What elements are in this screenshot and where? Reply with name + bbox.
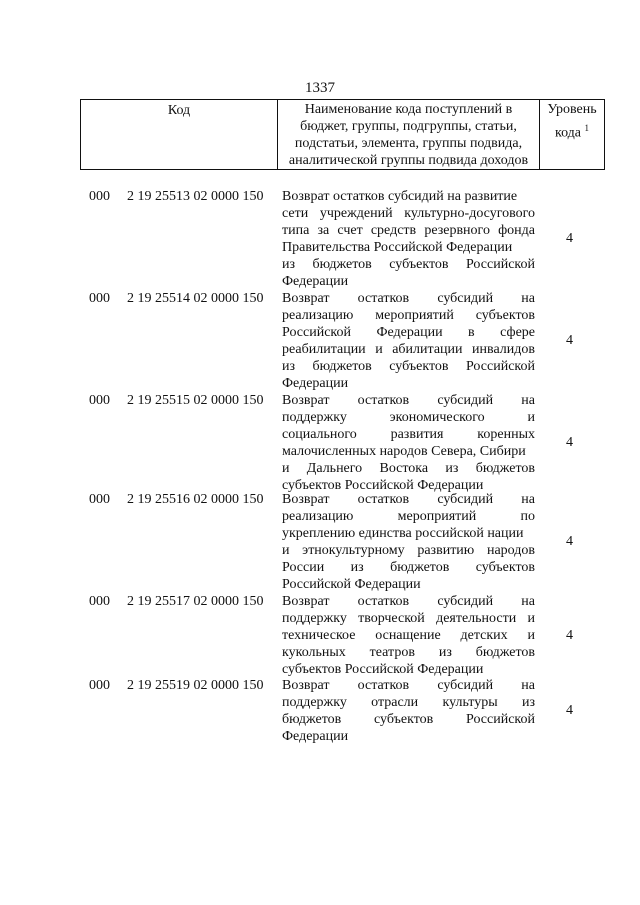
- row-name-line: техническое оснащение детских и: [282, 628, 535, 643]
- row-level: 4: [566, 231, 573, 246]
- row-name-line: из бюджетов субъектов Российской: [282, 257, 535, 272]
- row-name-line: Возврат остатков субсидий на: [282, 492, 535, 507]
- header-name-line: Наименование кода поступлений в: [304, 102, 513, 117]
- row-name-line: Федерации: [282, 376, 349, 391]
- row-name-line: Федерации: [282, 729, 349, 744]
- row-budget-code: 2 19 25517 02 0000 150: [127, 594, 264, 609]
- row-level: 4: [566, 435, 573, 450]
- row-level: 4: [566, 333, 573, 348]
- row-name-line: типа за счет средств резервного фонда: [282, 223, 535, 238]
- row-name-line: укреплению единства российской нации: [282, 526, 524, 541]
- row-name-line: Возврат остатков субсидий на: [282, 393, 535, 408]
- row-name-line: реализацию мероприятий субъектов: [282, 308, 535, 323]
- row-name: [282, 188, 535, 290]
- row-name-line: реализацию мероприятий по: [282, 509, 535, 524]
- row-level: 4: [566, 703, 573, 718]
- row-name: [282, 491, 535, 593]
- row-name-line: субъектов Российской Федерации: [282, 662, 484, 677]
- table-header: [80, 99, 605, 170]
- row-name-line: поддержку экономического и: [282, 410, 535, 425]
- header-level-footnote: 1: [584, 123, 590, 133]
- row-name-line: Возврат остатков субсидий на: [282, 291, 535, 306]
- header-name-line: аналитической группы подвида доходов: [288, 153, 529, 168]
- row-admin-code: 000: [89, 678, 110, 693]
- page-number: 1337: [305, 80, 335, 96]
- row-name-line: Правительства Российской Федерации: [282, 240, 513, 255]
- row-name-line: поддержку творческой деятельности и: [282, 611, 535, 626]
- row-name-line: бюджетов субъектов Российской: [282, 712, 535, 727]
- row-name-line: Возврат остатков субсидий на развитие: [282, 189, 518, 204]
- row-name-line: поддержку отрасли культуры из: [282, 695, 535, 710]
- row-name: [282, 677, 535, 745]
- row-name: [282, 392, 535, 494]
- row-name-line: социального развития коренных: [282, 427, 535, 442]
- row-admin-code: 000: [89, 189, 110, 204]
- header-name-line: бюджет, группы, подгруппы, статьи,: [300, 119, 517, 134]
- row-name-line: и Дальнего Востока из бюджетов: [282, 461, 535, 476]
- row-level: 4: [566, 534, 573, 549]
- row-level: 4: [566, 628, 573, 643]
- header-name-line: подстатьи, элемента, группы подвида,: [294, 136, 523, 151]
- row-name: [282, 290, 535, 392]
- row-name-line: Возврат остатков субсидий на: [282, 594, 535, 609]
- row-name-line: Федерации: [282, 274, 349, 289]
- row-name-line: Российской Федерации: [282, 577, 421, 592]
- row-name-line: Возврат остатков субсидий на: [282, 678, 535, 693]
- row-budget-code: 2 19 25513 02 0000 150: [127, 189, 264, 204]
- row-admin-code: 000: [89, 393, 110, 408]
- row-name-line: сети учреждений культурно-досугового: [282, 206, 535, 221]
- row-name-line: из бюджетов субъектов Российской: [282, 359, 535, 374]
- row-budget-code: 2 19 25519 02 0000 150: [127, 678, 264, 693]
- row-name-line: России из бюджетов субъектов: [282, 560, 535, 575]
- row-admin-code: 000: [89, 492, 110, 507]
- header-level: [539, 100, 604, 169]
- row-name-line: малочисленных народов Севера, Сибири: [282, 444, 526, 459]
- header-level-line: Уровень: [547, 102, 597, 117]
- row-name-line: субъектов Российской Федерации: [282, 478, 484, 493]
- header-level-word: кода: [554, 125, 582, 141]
- header-name: [277, 100, 539, 169]
- row-budget-code: 2 19 25516 02 0000 150: [127, 492, 264, 507]
- row-budget-code: 2 19 25514 02 0000 150: [127, 291, 264, 306]
- row-name: [282, 593, 535, 678]
- header-code: Код: [167, 103, 191, 118]
- row-name-line: и этнокультурному развитию народов: [282, 543, 535, 558]
- row-name-line: реабилитации и абилитации инвалидов: [282, 342, 535, 357]
- row-budget-code: 2 19 25515 02 0000 150: [127, 393, 264, 408]
- row-admin-code: 000: [89, 594, 110, 609]
- row-admin-code: 000: [89, 291, 110, 306]
- header-level-line: [540, 119, 604, 143]
- row-name-line: кукольных театров из бюджетов: [282, 645, 535, 660]
- row-name-line: Российской Федерации в сфере: [282, 325, 535, 340]
